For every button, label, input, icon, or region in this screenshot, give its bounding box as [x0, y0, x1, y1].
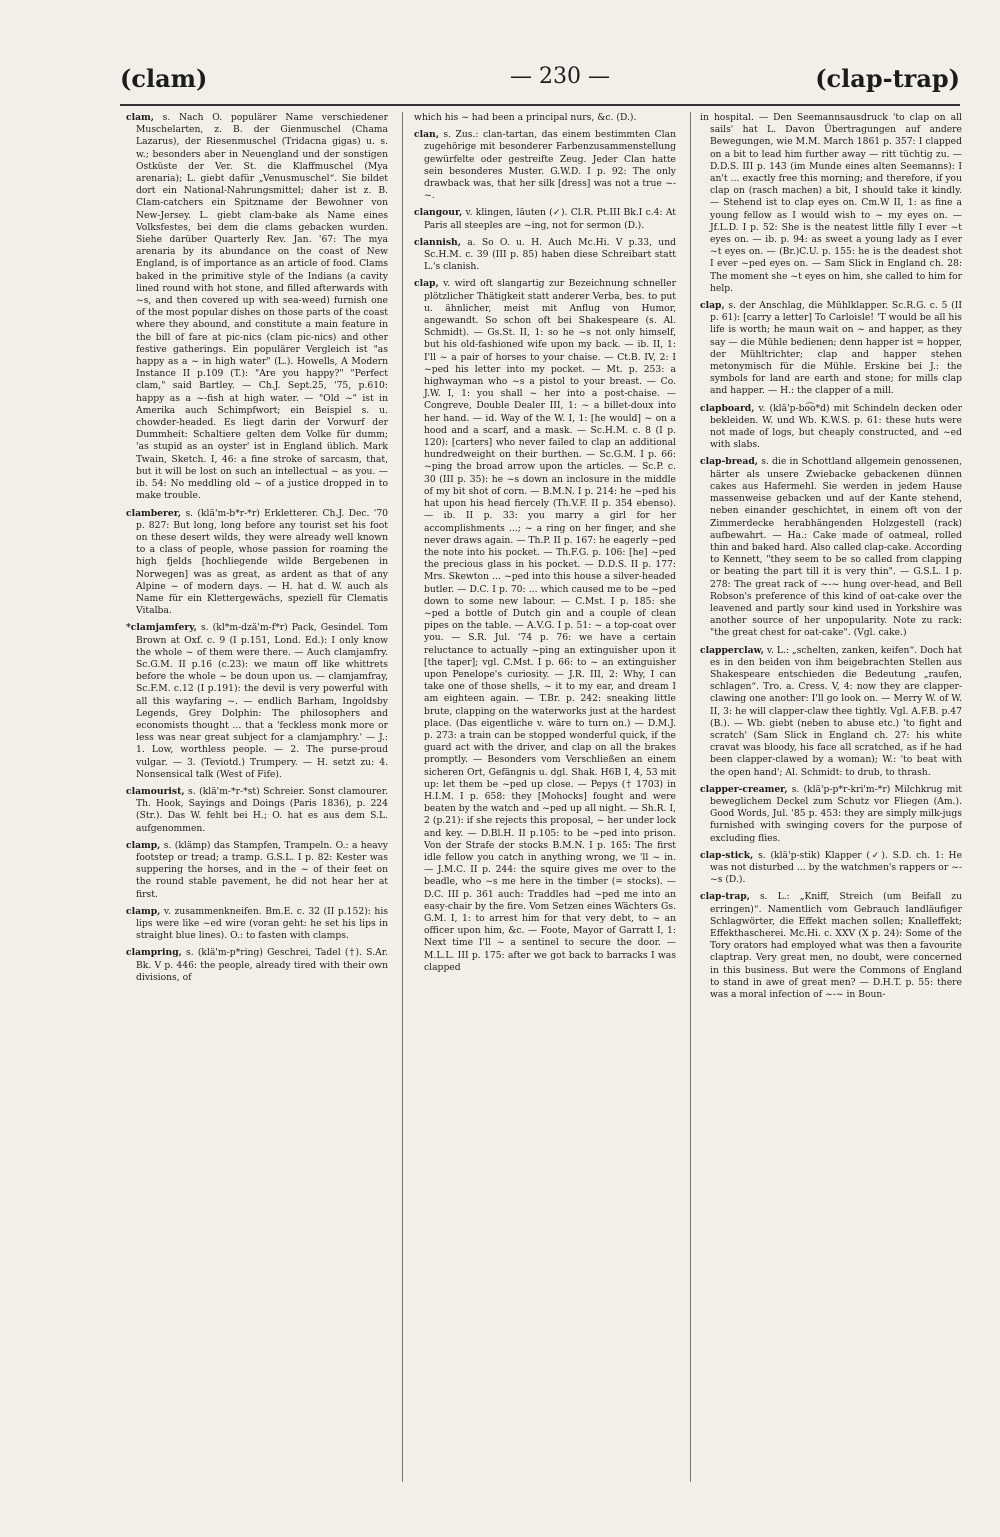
dictionary-entry [700, 300, 962, 398]
entry-headword: clamp, [126, 839, 161, 851]
entry-text: v. L.: „schelten, zanken, keifen“. Doch hat es in den beiden von ihm beigebrachten Stellen aus Shakespeare entschieden die Bedeutung „raufen, schlagen“. Tro. a. Cress. V, 4: now they are clapper-clawing one another: I'll go look on. — Merry W. of W. II, 3: he will clapper-claw thee tightly. Vgl. A.F.B. p.47 (B.). — Wb. giebt (neben to abuse etc.) 'to fight and scratch' (Sam Slick in England ch. 27: his white cravat was bloody, his face all scratched, as if he had been clapper-clawed by a woman); W.: 'to beat with the open hand'; Al. Schmidt: to drub, to thrash. [710, 644, 962, 778]
entry-text: s. Zus.: clan-tartan, das einem bestimmten Clan zugehörige mit besonderer Farbenzusammenstellung gewürfelte oder gestreifte Zeug. Jeder Clan hatte sein besonderes Muster. G.W.D. I p. 92: The only drawback was, that her silk [dress] was not a true ~-~. [424, 129, 676, 202]
column-divider [402, 112, 403, 1482]
entry-text: s. (klä'p-p*r-kri'm-*r) Milchkrug mit beweglichem Deckel zum Schutz vor Fliegen (Am.). Good Words, Jul. '85 p. 453: they are simply milk-jugs furnished with swinging covers for the purpose of excluding flies. [710, 783, 962, 844]
dictionary-entry [414, 129, 676, 202]
entry-text: v. klingen, läuten (✓). Cl.R. Pt.III Bk.I c.4: At Paris all steeples are ~ing, not for sermon (D.). [424, 207, 676, 231]
dictionary-entry [700, 784, 962, 845]
dictionary-entry [414, 278, 676, 974]
entry-text: s. (kl*m-dzä'm-f*r) Pack, Gesindel. Tom Brown at Oxf. c. 9 (I p.151, Lond. Ed.): I only know the whole ~ of them were there. — Auch clamjamfry. Sc.G.M. II p.16 (c.23): we maun off like whittrets before the whole ~ be doun upon us. — clamjamfray, Sc.F.M. c.12 (I p.191): the devil is very powerful with all this wayfaring ~. — endlich Barham, Ingoldsby Legends, Grey Dolphin: The philosophers and economists thought ... that a 'feckless monk more or less was near great subject for a clamjamphry.' — J.: 1. Low, worthless people. — 2. The purse-proud vulgar. — 3. (Teviotd.) Trumpery. — H. setzt zu: 4. Nonsensical talk (West of Fife). [136, 622, 388, 780]
entry-headword: clan, [414, 129, 439, 141]
entry-headword: *clamjamfery, [126, 622, 197, 634]
dictionary-entry [126, 840, 388, 901]
entry-text: s. L.: „Kniff, Streich (um Beifall zu erringen)“. Namentlich vom Gebrauch landläufiger Schlagwörter, die Effekt machen sollen; Knalleffekt; Effekthascherei. Mc.Hi. c. XXV (X p. 24): Some of the Tory orators had employed what was then a favourite claptrap. Very great men, no doubt, were concerned in this business. But were the Commons of England to stand in awe of great men? — D.H.T. p. 55: there was a moral infection of ~-~ in Boun- [710, 891, 962, 1001]
entry-headword: clamourist, [126, 785, 185, 797]
header-left-guide-word: (clam) [120, 64, 208, 93]
entry-text: v. (klä'p-bo͡o*d) mit Schindeln decken oder bekleiden. W. und Wb. K.W.S. p. 61: these huts were not made of logs, but cheaply constructed, and ~ed with slabs. [710, 402, 962, 451]
dictionary-entry [700, 645, 962, 779]
header-right-guide-word: (clap-trap) [815, 64, 960, 93]
entry-headword: clapboard, [700, 402, 755, 414]
entry-headword: clap-bread, [700, 456, 758, 468]
entry-headword: clap, [414, 278, 439, 290]
page-header [120, 64, 960, 108]
dictionary-entry [700, 891, 962, 1001]
entry-headword: clangour, [414, 207, 463, 219]
entry-headword: clamberer, [126, 507, 182, 519]
dictionary-entry [126, 622, 388, 781]
entry-text: s. der Anschlag, die Mühlklapper. Sc.R.G. c. 5 (II p. 61): [carry a letter] To Carloisle! 'T would be all his life is worth; he maun wait on ~ and happer, as they say — die Mühle bedienen; denn happer ist = hopper, der Mühltrichter; clap and happer stehen metonymisch für die Mühle. Erskine bei J.: the symbols for land are earth and stone; for mills clap and happer. — H.: the clapper of a mill. [710, 300, 962, 397]
entry-text: s. (klä'p-stik) Klapper (✓). S.D. ch. 1: He was not disturbed ... by the watchmen's rappers or ~-~s (D.). [710, 849, 962, 886]
column-2 [414, 112, 676, 1482]
page-number: — 230 — [510, 64, 610, 89]
dictionary-entry [126, 906, 388, 943]
dictionary-entry [414, 112, 676, 124]
entry-headword: clamp, [126, 905, 161, 917]
column-divider [690, 112, 691, 1482]
column-1 [126, 112, 388, 1482]
entry-headword: clap, [700, 300, 725, 312]
entry-text: in hospital. — Den Seemannsausdruck 'to clap on all sails' hat L. Davon Übertragungen auf andere Bewegungen, wie M.M. March 1861 p. 357: I clapped on a bit to lead him further away — ritt tüchtig zu. — D.D.S. III p. 143 (im Munde eines alten Seemanns): I an't ... exactly free this morning; and therefore, if you clap on (rasch machen) a bit, I should take it kindly. — Stehend ist to clap eyes on. Cm.W II, 1: as fine a young fellow as I would wish to ~ my eyes on. — Jf.L.D. I p. 52: She is the neatest little filly I ever ~t eyes on. — ib. p. 94: as sweet a young lady as I ever ~t eyes on. — (Br.)C.U. p. 155: he is the deadest shot I ever ~ped eyes on. — Sam Slick in England ch. 28: The moment she ~t eyes on him, she called to him for help. [700, 112, 962, 294]
dictionary-entry [700, 403, 962, 452]
entry-headword: clam, [126, 112, 154, 123]
dictionary-entry [700, 850, 962, 887]
entry-text: v. wird oft slangartig zur Bezeichnung schneller plötzlicher Thätigkeit statt anderer Verba, bes. to put u. ähnlicher, meist mit Anflug von Humor, angewandt. So schon oft bei Shakespeare (s. Al. Schmidt). — Gs.St. II, 1: so he ~s not only himself, but his old-fashioned wife upon my back. — ib. II, 1: I'll ~ a pair of horses to your chaise. — Ct.B. IV, 2: I ~ped his letter into my pocket. — Mt. p. 253: a highwayman who ~s a pistol to your breast. — Co. J.W. I, 1: you shall ~ her into a post-chaise. — Congreve, Double Dealer III, 1: ~ a billet-doux into her hand. — id. Way of the W. I, 1: [he would] ~ on a hood and a scarf, and a mask. — Sc.H.M. c. 8 (I p. 120): [carters] who never failed to clap an additional hundredweight on their burthen. — Sc.G.M. I p. 66: ~ping the broad arrow upon the articles. — Sc.P. c. 30 (III p. 35): he ~s down an inclosure in the middle of my bit shot of corn. — B.M.N. I p. 214: he ~ped his hat upon his head fiercely (Th.V.F. II p. 354 ebenso). — ib. II p. 33: you marry a girl for her accomplishments ...; ~ a ring on her finger, and she never draws again. — Th.P. II p. 167: he eagerly ~ped the note into his pocket. — Th.F.G. p. 106: [he] ~ped the precious glass in his pocket. — D.D.S. II p. 177: Mrs. Skewton ... ~ped into this house a silver-headed butler. — D.C. I p. 70: ... which caused me to be ~ped down to some new labour. — C.Mst. I p. 185: she ~ped a bottle of Dutch gin and a couple of clean pipes on the table. — A.V.G. I p. 51: ~ a top-coat over you. — S.R. Jul. '74 p. 76: we have a certain reluctance to actually ~ping an extinguisher upon it [the taper]; vgl. C.Mst. I p. 66: to ~ an extinguisher upon Penelope's curiosity. — J.R. III, 2: Why, I can take one of those shells, ~ it to my ear, and dream I am eighteen again. — T.Br. p. 242: sneaking little brute, clapping on the waterworks just at the hardest place. (Das eigentliche v. wäre to turn on.) — D.M.J. p. 273: a train can be stopped wonderful quick, if the guard act with the driver, and clap on all the brakes promptly. — Besonders vom Verschließen an einem sicheren Ort, Gefängnis u. dgl. Shak. H6B I, 4, 53 mit up: let them be ~ped up close. — Pepys († 1703) in H.I.M. I p. 658: they [Mohocks] fought and were beaten by the watch and ~ped up all night. — Sh.R. I, 2 (p.21): if she rejects this proposal, ~ her under lock and key. — D.Bl.H. II p.105: to be ~ped into prison. Von der Strafe der stocks B.M.N. I p. 165: The first idle fellow you catch in anything wrong, we 'll ~ in. — J.M.C. II p. 244: the squire gives me over to the beadle, who ~s me here in the timber (= stocks). — D.C. III p. 361 auch: Traddles had ~ped me into an easy-chair by the fire. Vom Setzen eines Wächters Gs. G.M. I, 1: to arrest him for that very debt, to ~ an officer upon him, &c. — Foote, Mayor of Garratt I, 1: Next time I'll ~ a sentinel to secure the door. — M.L.L. III p. 175: after we got back to barracks I was clapped [424, 278, 676, 973]
entry-text: s. (klä'm-p*ring) Geschrei, Tadel (†). S.Ar. Bk. V p. 446: the people, already tired with their own divisions, of [136, 947, 388, 983]
dictionary-entry [414, 207, 676, 231]
dictionary-entry [126, 508, 388, 618]
entry-headword: clannish, [414, 236, 461, 248]
entry-text: which his ~ had been a principal nurs, &c. (D.). [414, 112, 637, 123]
entry-headword: clap-trap, [700, 891, 750, 903]
dictionary-entry [700, 456, 962, 639]
entry-text: s. (klä'm-*r-*st) Schreier. Sonst clamourer. Th. Hook, Sayings and Doings (Paris 1836), p. 224 (Str.). Das W. fehlt bei H.; O. hat es aus dem S.L. aufgenommen. [136, 785, 388, 834]
entry-headword: clampring, [126, 947, 182, 959]
dictionary-entry [126, 786, 388, 835]
dictionary-entry [414, 237, 676, 274]
entry-text: s. die in Schottland allgemein genossenen, härter als unsere Zwiebacke gebackenen dünnen cakes aus Hafermehl. Sie werden in jedem Hause massenweise gebacken und auf der Kante stehend, neben einander geschichtet, in einem oft von der Zimmerdecke herabhängenden Holzgestell (rack) aufbewahrt. — Ha.: Cake made of oatmeal, rolled thin and baked hard. Also called clap-cake. According to Kennett, "they seem to be so called from clapping or beating the part till it is very thin". — G.S.L. I p. 278: The great rack of ~-~ hung over-head, and Bell Robson's preference of this kind of oat-cake over the leavened and partly sour kind used in Yorkshire was another source of her unpopularity. Note zu rack: "the great chest for oat-cake". (Vgl. cake.) [710, 456, 962, 639]
entry-text: a. So O. u. H. Auch Mc.Hi. V p.33, und Sc.H.M. c. 39 (III p. 85) haben diese Schreibart statt L.'s clanish. [424, 236, 676, 273]
entry-text: s. (klä'm-b*r-*r) Erkletterer. Ch.J. Dec. '70 p. 827: But long, long before any tourist set his foot on these desert wilds, they were already well known to a class of people, whose passion for roaming the high fjelds [hochliegende wilde Bergebenen in Norwegen] was as great, as ardent as that of any Alpine ~ of modern days. — H. hat d. W. auch als Name für ein Klettergewächs, speziell für Clematis Vitalba. [136, 507, 388, 617]
entry-headword: clapperclaw, [700, 644, 764, 656]
entry-headword: clap-stick, [700, 849, 754, 861]
dictionary-entry [126, 947, 388, 984]
entry-text: v. zusammenkneifen. Bm.E. c. 32 (II p.152): his lips were like ~ed wire (voran geht: he set his lips in straight blue lines). O.: to fasten with clamps. [136, 905, 388, 942]
header-rule [120, 104, 960, 106]
dictionary-entry [700, 112, 962, 295]
column-3 [700, 112, 962, 1482]
entry-text: s. Nach O. populärer Name verschiedener Muschelarten, z. B. der Gienmuschel (Chama Lazarus), der Riesenmuschel (Tridacna gigas) u. s. w.; besonders aber in Neuengland und der sonstigen Ostküste der Ver. St. die Klaffmuschel (Mya arenaria); L. giebt dafür „Venusmuschel“. Sie bildet dort ein National-Nahrungsmittel; daher ist z. B. Clam-catchers ein Spitzname der Bewohner von New-Jersey. L. giebt clam-bake als Name eines Volksfestes, bei dem die clams gebacken wurden. Siehe darüber Quarterly Rev. Jan. '67: The mya arenaria by its abundance on the coast of New England, is of importance as an article of food. Clams baked in the primitive style of the Indians (a cavity lined round with hot stone, and filled afterwards with ~s, and then covered up with sea-weed) furnish one of the most popular dishes on those parts of the coast where they abound, and constitute a main feature in the bill of fare at pic-nics (clam pic-nics) and other festive gatherings. Ein populärer Vergleich ist "as happy as a ~ in high water" (L.). Howells, A Modern Instance II p.109 (T.): "Are you happy?" "Perfect clam," said Bartley. — Ch.J. Sept.25, '75, p.610: happy as a ~-fish at high water. — "Old ~" ist in Amerika auch Schimpfwort; ein Beispiel s. u. chowder-headed. Es liegt darin der Vorwurf der Dummheit: Schaltiere gelten dem Volke für dumm; 'as stupid as an oyster' ist in England üblich. Mark Twain, Sketch. I, 46: a fine stroke of sarcasm, that, but it will be lost on such an intellectual ~ as you. — ib. 54: No meddling old ~ of a justice dropped in to make trouble. [136, 112, 388, 502]
entry-headword: clapper-creamer, [700, 783, 788, 795]
dictionary-entry [126, 112, 388, 503]
entry-text: s. (klämp) das Stampfen, Trampeln. O.: a heavy footstep or tread; a tramp. G.S.L. I p. 82: Kester was suppering the horses, and in the ~ of their feet on the round stable pavement, he did not hear her at first. [136, 839, 388, 900]
